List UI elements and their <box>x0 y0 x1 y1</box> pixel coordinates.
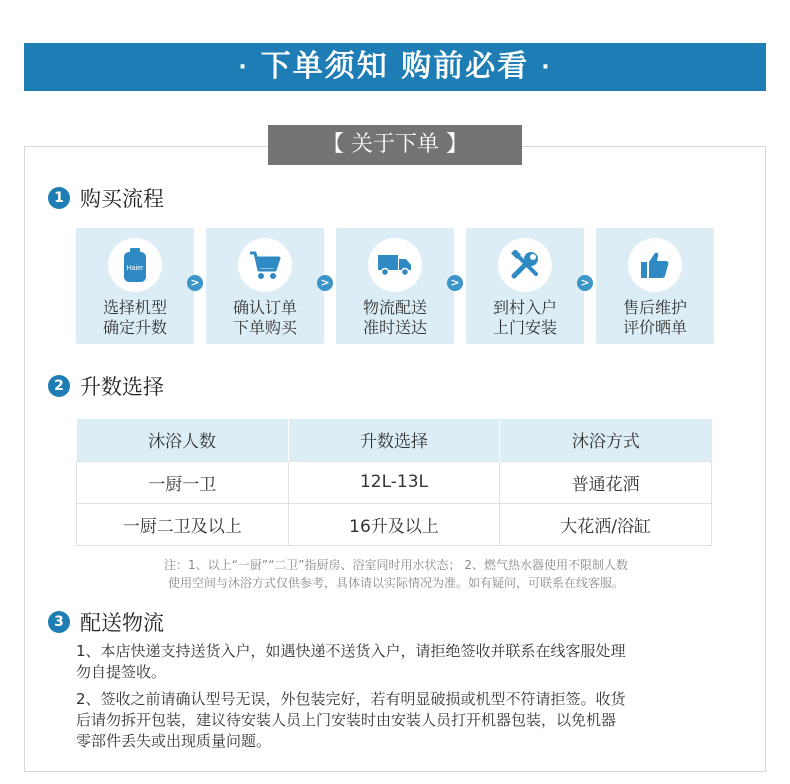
step-confirm-order <box>206 228 324 344</box>
table-row <box>77 461 712 503</box>
delivery-paragraph-1 <box>76 641 676 683</box>
step-after-sales <box>596 228 714 344</box>
chevron-right-icon: > <box>187 275 203 291</box>
step-line2: 准时送达 <box>362 318 427 337</box>
table-row <box>77 503 712 545</box>
table-cell: 大花洒/浴缸 <box>500 503 712 545</box>
section-number: 1 <box>48 187 70 209</box>
table-cell: 一厨二卫及以上 <box>77 503 289 545</box>
paragraph-line: 勿自提签收。 <box>76 663 167 681</box>
purchase-steps <box>76 228 716 344</box>
step-line1: 售后维护 <box>622 298 687 317</box>
paragraph-line: 1、本店快递支持送货入户，如遇快递不送货入户，请拒绝签收并联系在线客服处理 <box>76 642 626 660</box>
section-purchase-flow-heading <box>48 183 164 213</box>
banner-dot-left: · <box>238 54 249 80</box>
banner-title: 下单须知 购前必看 <box>260 49 530 84</box>
step-installation <box>466 228 584 344</box>
section-number: 3 <box>48 611 70 633</box>
table-header: 沐浴方式 <box>500 419 712 461</box>
step-select-model <box>76 228 194 344</box>
table-cell: 一厨一卫 <box>77 461 289 503</box>
section-label: 配送物流 <box>80 611 164 635</box>
phone-icon <box>121 248 149 282</box>
table-header-row <box>77 419 712 461</box>
section-label: 升数选择 <box>80 375 164 399</box>
truck-icon <box>378 253 412 277</box>
step-line2: 评价晒单 <box>622 318 687 337</box>
step-line2: 确定升数 <box>102 318 167 337</box>
footnote-line: 使用空间与沐浴方式仅供参考，具体请以实际情况为准。如有疑问，可联系在线客服。 <box>167 576 624 590</box>
section-capacity-heading <box>48 371 164 401</box>
section-label: 购买流程 <box>80 187 164 211</box>
paragraph-line: 2、签收之前请确认型号无误，外包装完好，若有明显破损或机型不符请拒签。收货 <box>76 690 626 708</box>
chevron-right-icon: > <box>577 275 593 291</box>
step-line1: 到村入户 <box>492 298 557 317</box>
step-logistics <box>336 228 454 344</box>
step-line2: 上门安装 <box>492 318 557 337</box>
chevron-right-icon: > <box>447 275 463 291</box>
table-cell: 普通花洒 <box>500 461 712 503</box>
table-header: 升数选择 <box>288 419 500 461</box>
table-footnote <box>96 556 696 592</box>
panel-title: 【 关于下单 】 <box>268 125 522 165</box>
section-number: 2 <box>48 375 70 397</box>
table-header: 沐浴人数 <box>77 419 289 461</box>
chevron-right-icon: > <box>317 275 333 291</box>
tools-icon <box>510 250 540 280</box>
delivery-paragraph-2 <box>76 689 676 752</box>
header-banner <box>24 43 766 91</box>
paragraph-line: 零部件丢失或出现质量问题。 <box>76 732 272 750</box>
step-line1: 选择机型 <box>102 298 167 317</box>
step-line1: 确认订单 <box>232 298 297 317</box>
paragraph-line: 后请勿拆开包装，建议待安装人员上门安装时由安装人员打开机器包装，以免机器 <box>76 711 617 729</box>
thumb-up-icon <box>640 251 670 279</box>
cart-icon <box>249 250 281 280</box>
capacity-table <box>76 419 712 546</box>
table-cell: 12L-13L <box>288 461 500 503</box>
footnote-line: 注：1、以上“一厨”“二卫”指厨房、浴室同时用水状态； 2、燃气热水器使用不限制人数 <box>164 558 628 572</box>
section-delivery-heading <box>48 607 164 637</box>
step-line1: 物流配送 <box>362 298 427 317</box>
table-cell: 16升及以上 <box>288 503 500 545</box>
step-line2: 下单购买 <box>232 318 297 337</box>
brand-logo-text: Haier <box>126 265 144 272</box>
banner-dot-right: · <box>541 54 552 80</box>
